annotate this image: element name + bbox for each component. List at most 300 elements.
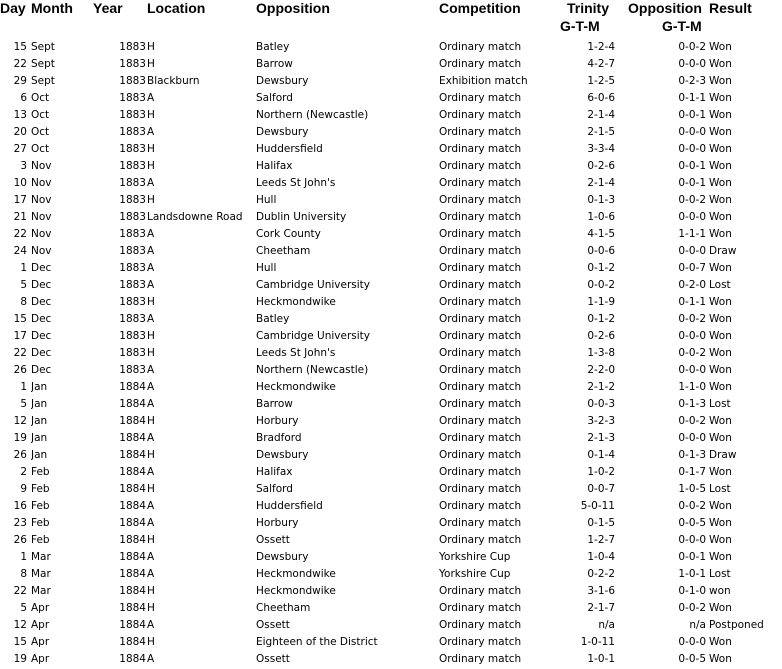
location-cell: H (147, 296, 155, 308)
month-cell: Dec (31, 330, 52, 342)
trinity-score-cell: 0-1-5 (587, 517, 615, 529)
competition-cell: Ordinary match (439, 347, 522, 359)
competition-cell: Ordinary match (439, 653, 522, 665)
competition-cell: Ordinary match (439, 483, 522, 495)
opposition-score-cell: 0-0-0 (678, 636, 706, 648)
trinity-score-cell: 0-0-2 (587, 279, 615, 291)
day-cell: 26 (13, 364, 27, 376)
month-cell: Feb (31, 517, 50, 529)
opposition-score-cell: 0-0-5 (678, 517, 706, 529)
table-row (0, 498, 782, 515)
year-cell: 1884 (119, 568, 146, 580)
month-cell: Nov (31, 211, 52, 223)
year-cell: 1884 (119, 636, 146, 648)
table-row (0, 243, 782, 260)
opposition-score-cell: 0-0-2 (678, 602, 706, 614)
year-cell: 1883 (119, 92, 146, 104)
location-cell: H (147, 449, 155, 461)
year-cell: 1883 (119, 296, 146, 308)
opposition-score-cell: 0-1-1 (678, 296, 706, 308)
month-cell: Apr (31, 653, 50, 665)
year-cell: 1884 (119, 483, 146, 495)
location-cell: A (147, 313, 155, 325)
opposition-score-cell: 1-0-5 (678, 483, 706, 495)
month-cell: Nov (31, 228, 52, 240)
opposition-cell: Heckmondwike (256, 585, 336, 597)
year-cell: 1883 (119, 279, 146, 291)
opposition-score-cell: 0-0-2 (678, 313, 706, 325)
year-cell: 1883 (119, 245, 146, 257)
result-cell: Draw (709, 449, 737, 461)
location-cell: A (147, 126, 155, 138)
header-year: Year (93, 0, 123, 16)
month-cell: Oct (31, 126, 50, 138)
trinity-score-cell: 0-1-2 (587, 262, 615, 274)
opposition-cell: Horbury (256, 517, 299, 529)
day-cell: 23 (13, 517, 27, 529)
day-cell: 22 (13, 228, 27, 240)
day-cell: 2 (20, 466, 27, 478)
month-cell: Apr (31, 636, 50, 648)
table-row (0, 175, 782, 192)
location-cell: H (147, 58, 155, 70)
table-row (0, 464, 782, 481)
competition-cell: Ordinary match (439, 313, 522, 325)
opposition-score-cell: 0-0-0 (678, 211, 706, 223)
trinity-score-cell: 1-2-5 (587, 75, 615, 87)
opposition-cell: Horbury (256, 415, 299, 427)
month-cell: Dec (31, 347, 52, 359)
competition-cell: Ordinary match (439, 41, 522, 53)
location-cell: H (147, 636, 155, 648)
result-cell: Lost (709, 483, 731, 495)
result-cell: Won (709, 330, 732, 342)
competition-cell: Ordinary match (439, 228, 522, 240)
competition-cell: Ordinary match (439, 449, 522, 461)
opposition-score-cell: 0-0-2 (678, 415, 706, 427)
competition-cell: Ordinary match (439, 364, 522, 376)
location-cell: A (147, 398, 155, 410)
trinity-score-cell: 2-1-3 (587, 432, 615, 444)
opposition-cell: Dewsbury (256, 551, 309, 563)
trinity-score-cell: 0-1-3 (587, 194, 615, 206)
competition-cell: Ordinary match (439, 381, 522, 393)
day-cell: 9 (20, 483, 27, 495)
month-cell: Sept (31, 41, 55, 53)
day-cell: 5 (20, 279, 27, 291)
opposition-cell: Cambridge University (256, 279, 370, 291)
trinity-score-cell: 1-3-8 (587, 347, 615, 359)
competition-cell: Ordinary match (439, 211, 522, 223)
year-cell: 1883 (119, 41, 146, 53)
result-cell: Won (709, 228, 732, 240)
trinity-score-cell: 2-1-5 (587, 126, 615, 138)
opposition-cell: Leeds St John's (256, 177, 336, 189)
opposition-score-cell: 0-0-0 (678, 143, 706, 155)
result-cell: Won (709, 653, 732, 665)
table-row (0, 226, 782, 243)
competition-cell: Ordinary match (439, 279, 522, 291)
month-cell: Dec (31, 313, 52, 325)
location-cell: H (147, 143, 155, 155)
competition-cell: Ordinary match (439, 500, 522, 512)
competition-cell: Yorkshire Cup (439, 551, 511, 563)
trinity-score-cell: 2-1-4 (587, 177, 615, 189)
table-row (0, 345, 782, 362)
year-cell: 1883 (119, 160, 146, 172)
table-row (0, 566, 782, 583)
header-trinity: Trinity (567, 0, 610, 16)
location-cell: H (147, 415, 155, 427)
day-cell: 1 (20, 262, 27, 274)
trinity-score-cell: 1-0-1 (587, 653, 615, 665)
year-cell: 1883 (119, 364, 146, 376)
location-cell: A (147, 432, 155, 444)
opposition-cell: Hull (256, 262, 277, 274)
location-cell: A (147, 92, 155, 104)
location-cell: H (147, 194, 155, 206)
opposition-score-cell: 0-0-5 (678, 653, 706, 665)
year-cell: 1883 (119, 347, 146, 359)
result-cell: Postponed (709, 619, 764, 631)
location-cell: A (147, 500, 155, 512)
opposition-score-cell: 1-1-1 (678, 228, 706, 240)
competition-cell: Ordinary match (439, 262, 522, 274)
table-row (0, 549, 782, 566)
opposition-score-cell: 0-0-0 (678, 330, 706, 342)
month-cell: Jan (31, 381, 48, 393)
trinity-score-cell: 3-2-3 (587, 415, 615, 427)
day-cell: 22 (13, 58, 27, 70)
header-opposition-gtm: G-T-M (662, 18, 702, 34)
table-row (0, 277, 782, 294)
result-cell: Lost (709, 568, 731, 580)
trinity-score-cell: 1-2-4 (587, 41, 615, 53)
result-cell: Won (709, 75, 732, 87)
year-cell: 1884 (119, 517, 146, 529)
location-cell: H (147, 534, 155, 546)
trinity-score-cell: 0-0-3 (587, 398, 615, 410)
opposition-cell: Barrow (256, 398, 293, 410)
year-cell: 1883 (119, 228, 146, 240)
trinity-score-cell: 4-2-7 (587, 58, 615, 70)
day-cell: 27 (13, 143, 27, 155)
day-cell: 5 (20, 602, 27, 614)
day-cell: 3 (20, 160, 27, 172)
location-cell: Landsdowne Road (147, 211, 243, 223)
result-cell: won (709, 585, 731, 597)
trinity-score-cell: 0-2-2 (587, 568, 615, 580)
result-cell: Won (709, 160, 732, 172)
year-cell: 1883 (119, 177, 146, 189)
location-cell: H (147, 602, 155, 614)
trinity-score-cell: 1-0-2 (587, 466, 615, 478)
competition-cell: Ordinary match (439, 330, 522, 342)
day-cell: 22 (13, 347, 27, 359)
month-cell: Mar (31, 568, 51, 580)
trinity-score-cell: 1-2-7 (587, 534, 615, 546)
year-cell: 1883 (119, 313, 146, 325)
location-cell: H (147, 585, 155, 597)
opposition-score-cell: 0-2-3 (678, 75, 706, 87)
opposition-score-cell: 0-0-1 (678, 109, 706, 121)
month-cell: Sept (31, 58, 55, 70)
opposition-score-cell: 0-0-7 (678, 262, 706, 274)
opposition-cell: Salford (256, 92, 293, 104)
month-cell: Mar (31, 585, 51, 597)
opposition-cell: Dublin University (256, 211, 347, 223)
opposition-cell: Cheetham (256, 245, 311, 257)
year-cell: 1884 (119, 585, 146, 597)
table-row (0, 634, 782, 651)
location-cell: A (147, 364, 155, 376)
result-cell: Won (709, 602, 732, 614)
opposition-cell: Leeds St John's (256, 347, 336, 359)
header-trinity-gtm: G-T-M (560, 18, 600, 34)
competition-cell: Ordinary match (439, 58, 522, 70)
day-cell: 5 (20, 398, 27, 410)
trinity-score-cell: 2-1-7 (587, 602, 615, 614)
year-cell: 1883 (119, 75, 146, 87)
table-row (0, 141, 782, 158)
opposition-cell: Batley (256, 41, 290, 53)
day-cell: 15 (13, 41, 27, 53)
opposition-cell: Ossett (256, 653, 290, 665)
year-cell: 1884 (119, 398, 146, 410)
month-cell: Mar (31, 551, 51, 563)
location-cell: Blackburn (147, 75, 200, 87)
result-cell: Lost (709, 279, 731, 291)
opposition-score-cell: 0-2-0 (678, 279, 706, 291)
result-cell: Lost (709, 398, 731, 410)
table-row (0, 192, 782, 209)
year-cell: 1883 (119, 330, 146, 342)
competition-cell: Ordinary match (439, 398, 522, 410)
table-row (0, 600, 782, 617)
result-cell: Won (709, 41, 732, 53)
month-cell: Oct (31, 92, 50, 104)
opposition-cell: Dewsbury (256, 75, 309, 87)
competition-cell: Ordinary match (439, 636, 522, 648)
day-cell: 19 (13, 653, 27, 665)
opposition-cell: Cheetham (256, 602, 311, 614)
result-cell: Won (709, 415, 732, 427)
month-cell: Dec (31, 364, 52, 376)
opposition-score-cell: 0-0-0 (678, 58, 706, 70)
result-cell: Won (709, 211, 732, 223)
trinity-score-cell: 0-2-6 (587, 330, 615, 342)
opposition-score-cell: 0-0-0 (678, 534, 706, 546)
table-row (0, 39, 782, 56)
day-cell: 12 (13, 415, 27, 427)
opposition-cell: Salford (256, 483, 293, 495)
year-cell: 1883 (119, 109, 146, 121)
competition-cell: Ordinary match (439, 534, 522, 546)
location-cell: A (147, 551, 155, 563)
result-cell: Won (709, 296, 732, 308)
location-cell: A (147, 381, 155, 393)
day-cell: 15 (13, 636, 27, 648)
competition-cell: Ordinary match (439, 160, 522, 172)
month-cell: Feb (31, 466, 50, 478)
result-cell: Won (709, 92, 732, 104)
year-cell: 1884 (119, 534, 146, 546)
trinity-score-cell: 1-0-6 (587, 211, 615, 223)
day-cell: 16 (13, 500, 27, 512)
year-cell: 1884 (119, 415, 146, 427)
result-cell: Won (709, 347, 732, 359)
table-row (0, 311, 782, 328)
day-cell: 17 (13, 330, 27, 342)
opposition-cell: Hull (256, 194, 277, 206)
opposition-score-cell: 0-1-3 (678, 398, 706, 410)
result-cell: Won (709, 517, 732, 529)
year-cell: 1884 (119, 551, 146, 563)
month-cell: Feb (31, 534, 50, 546)
month-cell: Dec (31, 262, 52, 274)
opposition-score-cell: 0-0-2 (678, 347, 706, 359)
table-row (0, 90, 782, 107)
opposition-score-cell: 1-1-0 (678, 381, 706, 393)
competition-cell: Ordinary match (439, 466, 522, 478)
trinity-score-cell: 5-0-11 (580, 500, 615, 512)
competition-cell: Ordinary match (439, 126, 522, 138)
trinity-score-cell: 3-3-4 (587, 143, 615, 155)
competition-cell: Ordinary match (439, 585, 522, 597)
trinity-score-cell: 0-1-2 (587, 313, 615, 325)
trinity-score-cell: 3-1-6 (587, 585, 615, 597)
day-cell: 12 (13, 619, 27, 631)
competition-cell: Ordinary match (439, 296, 522, 308)
result-cell: Won (709, 126, 732, 138)
table-row (0, 430, 782, 447)
table-row (0, 362, 782, 379)
month-cell: Jan (31, 398, 48, 410)
opposition-score-cell: 0-0-0 (678, 126, 706, 138)
location-cell: H (147, 347, 155, 359)
competition-cell: Ordinary match (439, 143, 522, 155)
day-cell: 13 (13, 109, 27, 121)
table-row (0, 328, 782, 345)
opposition-score-cell: 0-0-2 (678, 41, 706, 53)
result-cell: Won (709, 500, 732, 512)
day-cell: 29 (13, 75, 27, 87)
location-cell: A (147, 568, 155, 580)
location-cell: A (147, 466, 155, 478)
header-month: Month (31, 0, 73, 16)
location-cell: H (147, 330, 155, 342)
result-cell: Won (709, 636, 732, 648)
month-cell: Sept (31, 75, 55, 87)
opposition-cell: Halifax (256, 466, 293, 478)
opposition-cell: Eighteen of the District (256, 636, 378, 648)
year-cell: 1883 (119, 262, 146, 274)
month-cell: Nov (31, 177, 52, 189)
trinity-score-cell: 0-0-7 (587, 483, 615, 495)
month-cell: Feb (31, 500, 50, 512)
opposition-cell: Heckmondwike (256, 568, 336, 580)
opposition-cell: Cambridge University (256, 330, 370, 342)
year-cell: 1884 (119, 432, 146, 444)
year-cell: 1883 (119, 58, 146, 70)
day-cell: 26 (13, 449, 27, 461)
year-cell: 1884 (119, 500, 146, 512)
table-row (0, 73, 782, 90)
month-cell: Feb (31, 483, 50, 495)
table-row (0, 396, 782, 413)
result-cell: Won (709, 364, 732, 376)
year-cell: 1884 (119, 381, 146, 393)
day-cell: 20 (13, 126, 27, 138)
trinity-score-cell: 0-0-6 (587, 245, 615, 257)
year-cell: 1883 (119, 194, 146, 206)
opposition-cell: Heckmondwike (256, 296, 336, 308)
opposition-cell: Huddersfield (256, 143, 323, 155)
table-row (0, 56, 782, 73)
opposition-score-cell: 1-0-1 (678, 568, 706, 580)
result-cell: Won (709, 466, 732, 478)
result-cell: Won (709, 143, 732, 155)
location-cell: H (147, 160, 155, 172)
opposition-cell: Huddersfield (256, 500, 323, 512)
trinity-score-cell: 2-1-4 (587, 109, 615, 121)
competition-cell: Ordinary match (439, 245, 522, 257)
competition-cell: Ordinary match (439, 602, 522, 614)
table-row (0, 515, 782, 532)
month-cell: Jan (31, 449, 48, 461)
competition-cell: Exhibition match (439, 75, 528, 87)
result-cell: Won (709, 534, 732, 546)
location-cell: H (147, 483, 155, 495)
opposition-score-cell: 0-0-1 (678, 551, 706, 563)
result-cell: Won (709, 177, 732, 189)
year-cell: 1884 (119, 449, 146, 461)
trinity-score-cell: n/a (598, 619, 615, 631)
day-cell: 26 (13, 534, 27, 546)
opposition-cell: Ossett (256, 534, 290, 546)
opposition-cell: Northern (Newcastle) (256, 364, 369, 376)
month-cell: Jan (31, 415, 48, 427)
opposition-score-cell: 0-1-1 (678, 92, 706, 104)
trinity-score-cell: 2-1-2 (587, 381, 615, 393)
location-cell: A (147, 228, 155, 240)
trinity-score-cell: 1-1-9 (587, 296, 615, 308)
opposition-score-cell: 0-0-1 (678, 160, 706, 172)
trinity-score-cell: 0-1-4 (587, 449, 615, 461)
year-cell: 1884 (119, 653, 146, 665)
table-row (0, 447, 782, 464)
result-cell: Won (709, 262, 732, 274)
competition-cell: Ordinary match (439, 194, 522, 206)
year-cell: 1884 (119, 466, 146, 478)
location-cell: A (147, 619, 155, 631)
trinity-score-cell: 2-2-0 (587, 364, 615, 376)
year-cell: 1884 (119, 619, 146, 631)
opposition-score-cell: 0-1-0 (678, 585, 706, 597)
opposition-score-cell: n/a (689, 619, 706, 631)
header-competition: Competition (439, 0, 521, 16)
header-location: Location (147, 0, 206, 16)
result-cell: Won (709, 313, 732, 325)
result-cell: Won (709, 432, 732, 444)
month-cell: Apr (31, 602, 50, 614)
day-cell: 1 (20, 381, 27, 393)
result-cell: Won (709, 551, 732, 563)
opposition-cell: Ossett (256, 619, 290, 631)
table-row (0, 158, 782, 175)
location-cell: A (147, 517, 155, 529)
day-cell: 8 (20, 296, 27, 308)
